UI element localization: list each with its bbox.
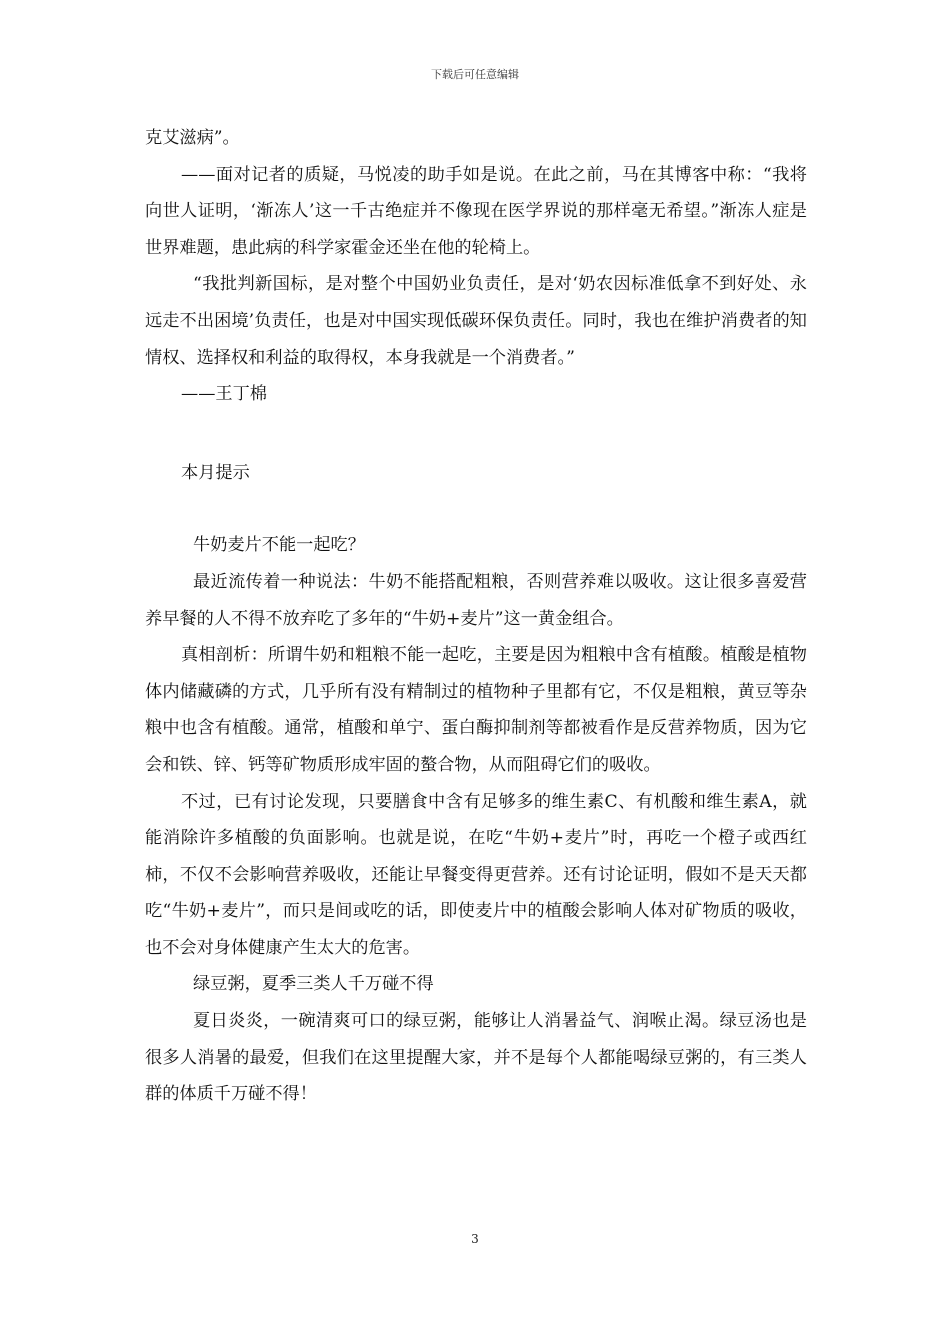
paragraph-continuation: 克艾滋病”。 xyxy=(145,128,240,148)
paragraph-milk-oats-analysis: 真相剖析：所谓牛奶和粗粮不能一起吃，主要是因为粗粮中含有植酸。植酸是植物体内储藏磷的方式，几乎所有没有精制过的植物种子里都有它，不仅是粗粮，黄豆等杂粮中也含有植酸。通常，植酸和单宁、蛋白酶抑制剂等都被看作是反营养物质，因为它会和铁、锌、钙等矿物质形成牢固的螯合物，从而阻碍它们的吸收。 xyxy=(145,645,807,775)
page-header: 下载后可任意编辑 xyxy=(431,68,519,81)
subsection-title-milk-oats: 牛奶麦片不能一起吃？ xyxy=(193,535,365,556)
quote-attribution: ——王丁棉 xyxy=(181,384,267,405)
paragraph-quote-wang: “我批判新国标，是对整个中国奶业负责任，是对‘奶农因标准低拿不到好处、永远走不出困境’负责任，也是对中国实现低碳环保负责任。同时，我也在维护消费者的知情权、选择权和利益的取得权，本身我就是一个消费者。” xyxy=(145,274,807,368)
paragraph-quote-response: ——面对记者的质疑，马悦凌的助手如是说。在此之前，马在其博客中称：“我将向世人证明，‘渐冻人’这一千古绝症并不像现在医学界说的那样毫无希望。”渐冻人症是世界难题，患此病的科学家霍金还坐在他的轮椅上。 xyxy=(145,164,807,258)
paragraph-mung-bean-intro: 夏日炎炎，一碗清爽可口的绿豆粥，能够让人消暑益气、润喉止渴。绿豆汤也是很多人消暑的最爱，但我们在这里提醒大家，并不是每个人都能喝绿豆粥的，有三类人群的体质千万碰不得！ xyxy=(145,1011,807,1105)
paragraph-milk-oats-conclusion: 不过，已有讨论发现，只要膳食中含有足够多的维生素C、有机酸和维生素A，就能消除许多植酸的负面影响。也就是说，在吃“牛奶+麦片”时，再吃一个橙子或西红柿，不仅不会影响营养吸收，还能让早餐变得更营养。还有讨论证明，假如不是天天都吃“牛奶+麦片”，而只是间或吃的话，即使麦片中的植酸会影响人体对矿物质的吸收，也不会对身体健康产生太大的危害。 xyxy=(145,791,807,958)
document-body xyxy=(145,120,807,1113)
section-title: 本月提示 xyxy=(181,462,250,483)
paragraph-milk-oats-intro: 最近流传着一种说法：牛奶不能搭配粗粮，否则营养难以吸收。这让很多喜爱营养早餐的人不得不放弃吃了多年的“牛奶+麦片”这一黄金组合。 xyxy=(145,571,807,629)
spacer xyxy=(145,413,807,455)
spacer xyxy=(145,491,807,527)
page-number: 3 xyxy=(471,1232,479,1246)
subsection-title-mung-bean: 绿豆粥，夏季三类人千万碰不得 xyxy=(193,974,434,995)
